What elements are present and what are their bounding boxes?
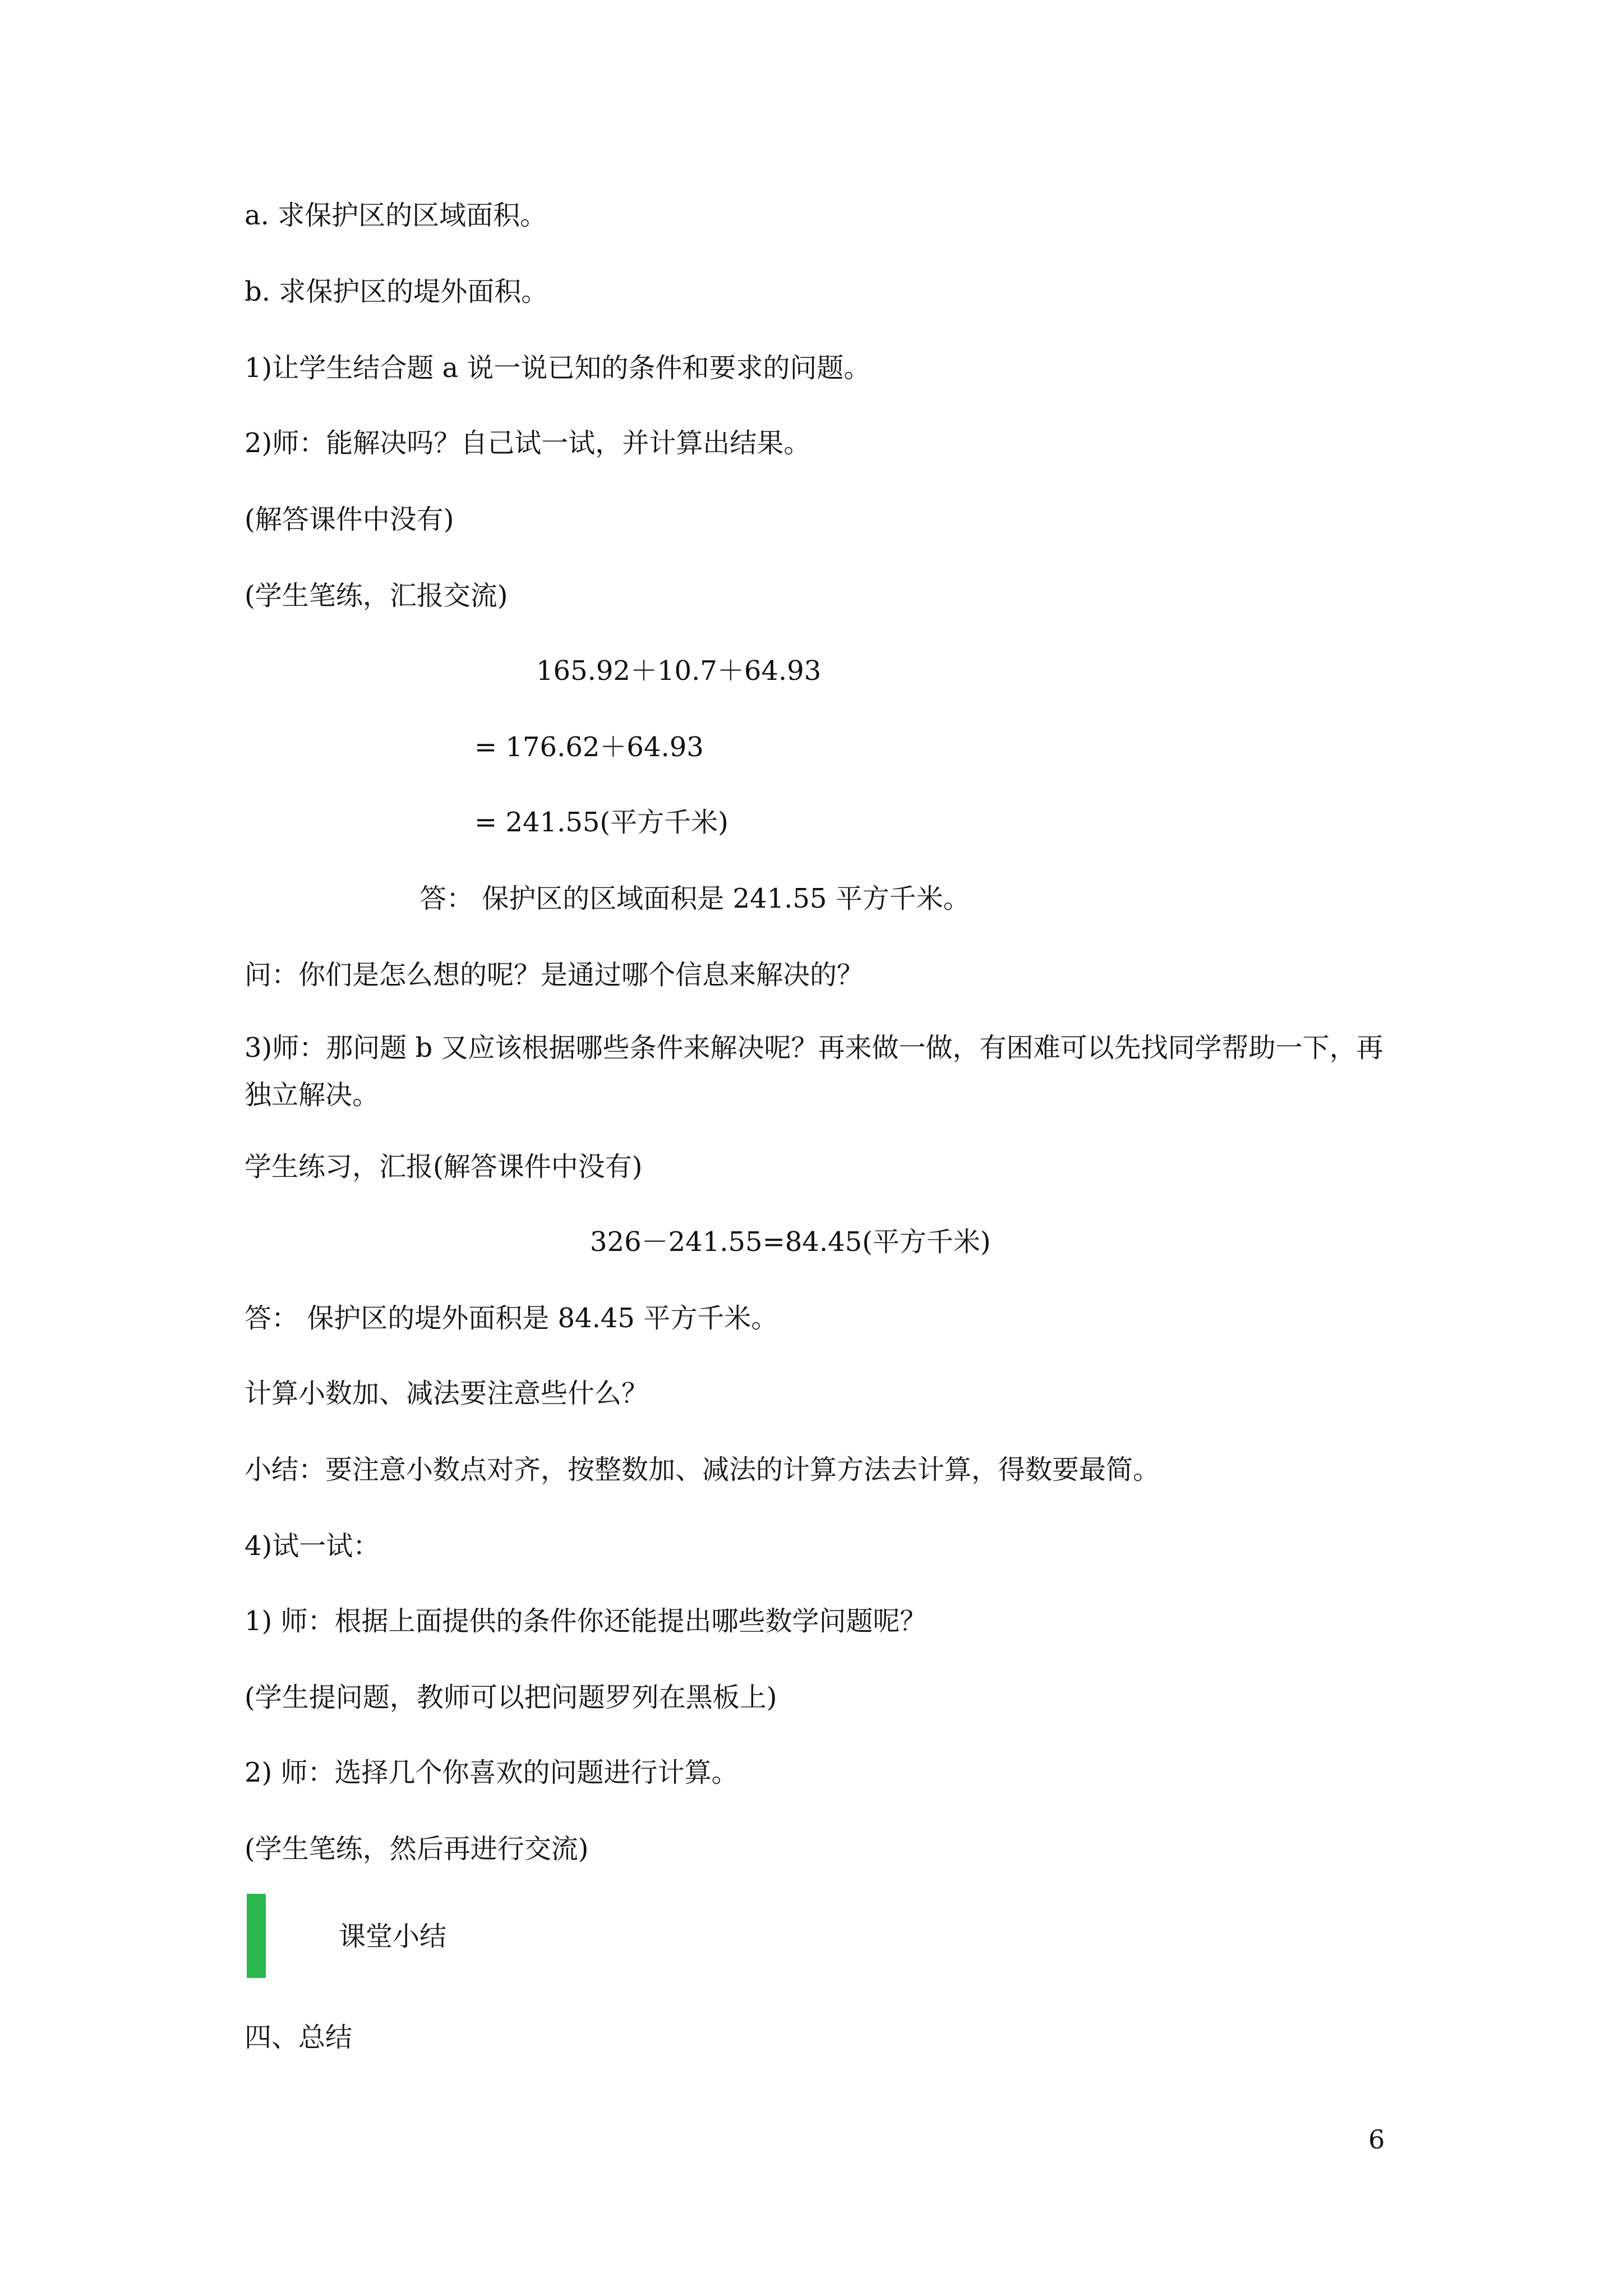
note-student-questions: (学生提问题，教师可以把问题罗列在黑板上): [245, 1682, 777, 1713]
note-no-answer-2: 学生练习，汇报(解答课件中没有): [245, 1151, 643, 1182]
question-thinking: 问：你们是怎么想的呢？是通过哪个信息来解决的？: [245, 959, 864, 991]
try-item-2: 2) 师：选择几个你喜欢的问题进行计算。: [245, 1757, 739, 1788]
step-1-text: 1)让学生结合题 a 说一说已知的条件和要求的问题。: [245, 352, 871, 384]
question-attention: 计算小数加、减法要注意些什么？: [245, 1378, 649, 1409]
answer-b: 答： 保护区的堤外面积是 84.45 平方千米。: [245, 1303, 778, 1334]
step-4-text: 4)试一试：: [245, 1530, 380, 1562]
equation-line-3: = 241.55(平方千米): [474, 807, 728, 838]
equation-line-1: 165.92＋10.7＋64.93: [536, 655, 822, 687]
summary-text: 小结：要注意小数点对齐，按整数加、减法的计算方法去计算，得数要最简。: [245, 1454, 1160, 1485]
section-accent-bar: [247, 1894, 266, 1978]
question-a: a. 求保护区的区域面积。: [245, 200, 547, 231]
note-student-practice-1: (学生笔练，汇报交流): [245, 580, 508, 611]
answer-a: 答： 保护区的区域面积是 241.55 平方千米。: [419, 883, 970, 914]
try-item-1: 1) 师：根据上面提供的条件你还能提出哪些数学问题呢？: [245, 1605, 927, 1637]
equation-b: 326－241.55=84.45(平方千米): [590, 1226, 991, 1258]
note-no-answer-1: (解答课件中没有): [245, 504, 454, 535]
question-b: b. 求保护区的堤外面积。: [245, 276, 548, 307]
step-3-text: 3)师：那问题 b 又应该根据哪些条件来解决呢？再来做一做，有困难可以先找同学帮助一下，再独立解决。: [245, 1032, 1384, 1111]
step-2-text: 2)师：能解决吗？自己试一试，并计算出结果。: [245, 427, 811, 459]
summary-heading: 四、总结: [245, 2022, 353, 2053]
page-number: 6: [1368, 2124, 1385, 2155]
section-heading: 课堂小结: [339, 1921, 447, 1952]
note-student-practice-2: (学生笔练，然后再进行交流): [245, 1833, 589, 1865]
equation-line-2: = 176.62＋64.93: [474, 731, 704, 763]
